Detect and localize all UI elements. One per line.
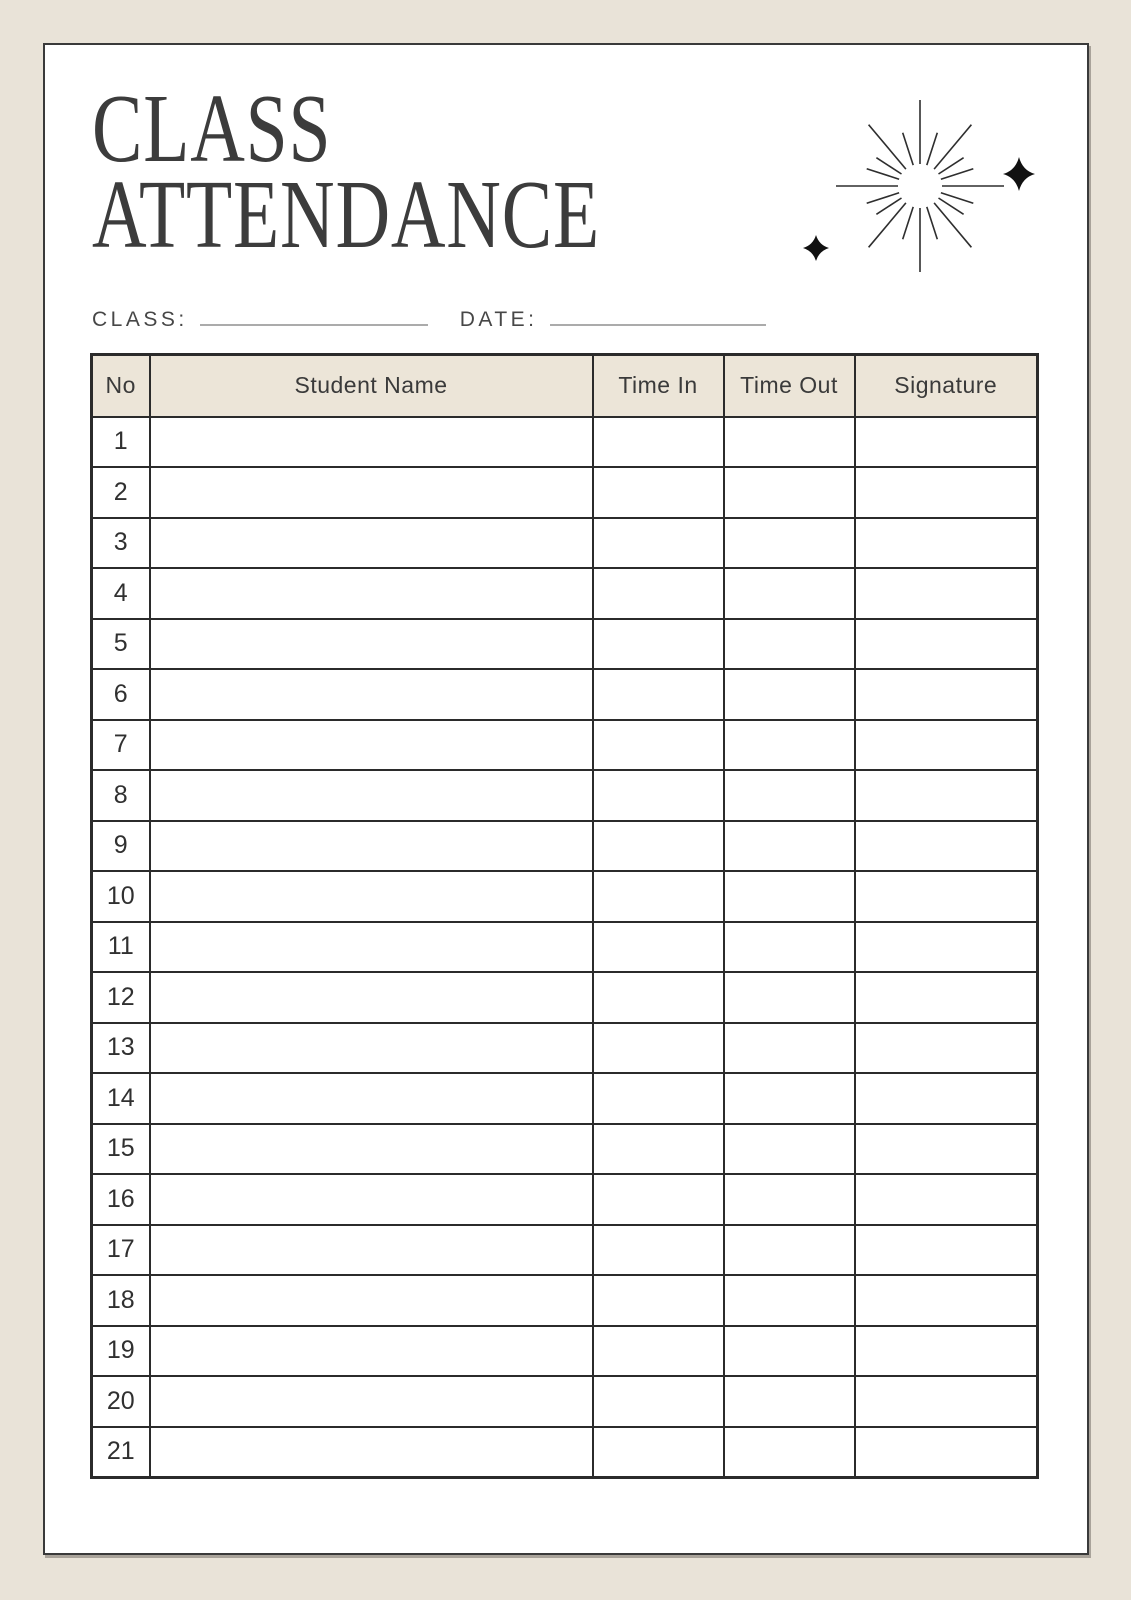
student-name-cell[interactable] [150, 1376, 593, 1427]
row-number: 20 [92, 1376, 150, 1427]
signature-cell[interactable] [855, 619, 1038, 670]
date-label: DATE: [459, 308, 538, 331]
time-out-cell[interactable] [724, 1275, 855, 1326]
table-row [92, 770, 1038, 821]
signature-cell[interactable] [855, 1225, 1038, 1276]
table-row [92, 821, 1038, 872]
signature-cell[interactable] [855, 669, 1038, 720]
time-in-cell[interactable] [593, 568, 724, 619]
signature-cell[interactable] [855, 417, 1038, 468]
time-in-cell[interactable] [593, 467, 724, 518]
student-name-cell[interactable] [150, 1225, 593, 1276]
student-name-cell[interactable] [150, 1326, 593, 1377]
document-page [43, 43, 1089, 1555]
student-name-cell[interactable] [150, 1073, 593, 1124]
row-number: 5 [92, 619, 150, 670]
time-out-cell[interactable] [724, 1124, 855, 1175]
time-in-cell[interactable] [593, 1023, 724, 1074]
table-row [92, 1326, 1038, 1377]
student-name-cell[interactable] [150, 720, 593, 771]
row-number: 12 [92, 972, 150, 1023]
time-in-cell[interactable] [593, 871, 724, 922]
student-name-cell[interactable] [150, 417, 593, 468]
row-number: 1 [92, 417, 150, 468]
time-out-cell[interactable] [724, 467, 855, 518]
table-row [92, 1174, 1038, 1225]
time-in-cell[interactable] [593, 518, 724, 569]
signature-cell[interactable] [855, 821, 1038, 872]
class-value-line[interactable] [200, 324, 428, 326]
time-out-cell[interactable] [724, 669, 855, 720]
table-body [92, 417, 1038, 1478]
time-in-cell[interactable] [593, 770, 724, 821]
time-out-cell[interactable] [724, 568, 855, 619]
time-out-cell[interactable] [724, 1174, 855, 1225]
table-row [92, 922, 1038, 973]
table-row [92, 1275, 1038, 1326]
time-out-cell[interactable] [724, 1073, 855, 1124]
table-row [92, 1073, 1038, 1124]
student-name-cell[interactable] [150, 972, 593, 1023]
signature-cell[interactable] [855, 1275, 1038, 1326]
column-header-no: No [92, 355, 150, 417]
title-line-2: ATTENDANCE [92, 161, 600, 268]
row-number: 17 [92, 1225, 150, 1276]
student-name-cell[interactable] [150, 1427, 593, 1478]
row-number: 11 [92, 922, 150, 973]
row-number: 19 [92, 1326, 150, 1377]
signature-cell[interactable] [855, 1326, 1038, 1377]
table-row [92, 669, 1038, 720]
signature-cell[interactable] [855, 871, 1038, 922]
row-number: 7 [92, 720, 150, 771]
signature-cell[interactable] [855, 467, 1038, 518]
student-name-cell[interactable] [150, 922, 593, 973]
row-number: 2 [92, 467, 150, 518]
table-header-row [92, 355, 1038, 417]
table-row [92, 1023, 1038, 1074]
table-row [92, 1124, 1038, 1175]
signature-cell[interactable] [855, 922, 1038, 973]
signature-cell[interactable] [855, 770, 1038, 821]
row-number: 18 [92, 1275, 150, 1326]
time-in-cell[interactable] [593, 1326, 724, 1377]
table-row [92, 467, 1038, 518]
class-label: CLASS: [92, 308, 188, 331]
row-number: 14 [92, 1073, 150, 1124]
time-out-cell[interactable] [724, 972, 855, 1023]
time-out-cell[interactable] [724, 871, 855, 922]
time-out-cell[interactable] [724, 417, 855, 468]
time-out-cell[interactable] [724, 720, 855, 771]
time-out-cell[interactable] [724, 518, 855, 569]
signature-cell[interactable] [855, 720, 1038, 771]
time-in-cell[interactable] [593, 1427, 724, 1478]
table-row [92, 1225, 1038, 1276]
time-in-cell[interactable] [593, 922, 724, 973]
time-out-cell[interactable] [724, 821, 855, 872]
sparkle-right-icon [1003, 157, 1035, 191]
time-out-cell[interactable] [724, 1326, 855, 1377]
signature-cell[interactable] [855, 1073, 1038, 1124]
time-in-cell[interactable] [593, 1376, 724, 1427]
student-name-cell[interactable] [150, 619, 593, 670]
signature-cell[interactable] [855, 1427, 1038, 1478]
column-header-time-in: Time In [593, 355, 724, 417]
row-number: 10 [92, 871, 150, 922]
column-header-student-name: Student Name [150, 355, 593, 417]
student-name-cell[interactable] [150, 871, 593, 922]
student-name-cell[interactable] [150, 568, 593, 619]
sunburst-icon [780, 90, 1050, 280]
table-row [92, 1427, 1038, 1478]
time-in-cell[interactable] [593, 1275, 724, 1326]
time-out-cell[interactable] [724, 619, 855, 670]
row-number: 3 [92, 518, 150, 569]
time-in-cell[interactable] [593, 720, 724, 771]
time-in-cell[interactable] [593, 417, 724, 468]
time-out-cell[interactable] [724, 770, 855, 821]
table-row [92, 972, 1038, 1023]
student-name-cell[interactable] [150, 1174, 593, 1225]
page-title [92, 75, 743, 268]
time-out-cell[interactable] [724, 1376, 855, 1427]
row-number: 8 [92, 770, 150, 821]
row-number: 21 [92, 1427, 150, 1478]
time-out-cell[interactable] [724, 1427, 855, 1478]
time-in-cell[interactable] [593, 972, 724, 1023]
signature-cell[interactable] [855, 568, 1038, 619]
time-in-cell[interactable] [593, 669, 724, 720]
table-row [92, 871, 1038, 922]
table-row [92, 720, 1038, 771]
signature-cell[interactable] [855, 1174, 1038, 1225]
row-number: 4 [92, 568, 150, 619]
time-in-cell[interactable] [593, 1225, 724, 1276]
row-number: 9 [92, 821, 150, 872]
time-out-cell[interactable] [724, 1225, 855, 1276]
class-date-row [92, 308, 766, 332]
time-out-cell[interactable] [724, 922, 855, 973]
student-name-cell[interactable] [150, 770, 593, 821]
time-in-cell[interactable] [593, 1073, 724, 1124]
row-number: 6 [92, 669, 150, 720]
time-in-cell[interactable] [593, 1174, 724, 1225]
row-number: 13 [92, 1023, 150, 1074]
signature-cell[interactable] [855, 972, 1038, 1023]
column-header-signature: Signature [855, 355, 1038, 417]
student-name-cell[interactable] [150, 669, 593, 720]
table-row [92, 1376, 1038, 1427]
table-row [92, 518, 1038, 569]
table-row [92, 568, 1038, 619]
signature-cell[interactable] [855, 1376, 1038, 1427]
time-in-cell[interactable] [593, 1124, 724, 1175]
table-row [92, 417, 1038, 468]
student-name-cell[interactable] [150, 821, 593, 872]
row-number: 16 [92, 1174, 150, 1225]
signature-cell[interactable] [855, 1023, 1038, 1074]
student-name-cell[interactable] [150, 518, 593, 569]
time-in-cell[interactable] [593, 821, 724, 872]
row-number: 15 [92, 1124, 150, 1175]
title-line-1: CLASS [92, 75, 332, 182]
student-name-cell[interactable] [150, 467, 593, 518]
table-row [92, 619, 1038, 670]
time-out-cell[interactable] [724, 1023, 855, 1074]
signature-cell[interactable] [855, 518, 1038, 569]
date-value-line[interactable] [550, 324, 766, 326]
time-in-cell[interactable] [593, 619, 724, 670]
sunburst-rays [836, 100, 1004, 272]
student-name-cell[interactable] [150, 1023, 593, 1074]
column-header-time-out: Time Out [724, 355, 855, 417]
sparkle-left-icon [803, 235, 829, 261]
student-name-cell[interactable] [150, 1275, 593, 1326]
student-name-cell[interactable] [150, 1124, 593, 1175]
signature-cell[interactable] [855, 1124, 1038, 1175]
attendance-table [90, 353, 1039, 1479]
